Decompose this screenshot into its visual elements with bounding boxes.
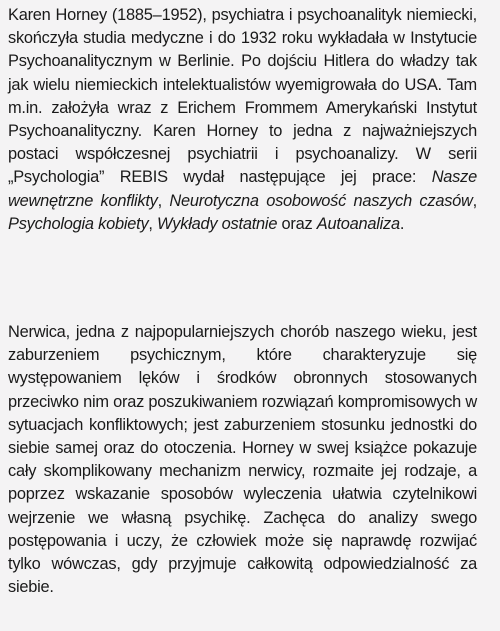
author-bio-text: Karen Horney (1885–1952), psychiatra i psychoanalityk niemiecki, skończyła studia medyczne i do 1932 roku wykładała w Instytucie Psychoanalitycznym w Berlinie. Po dojściu Hitlera do władzy tak jak wielu niemieckich intelektualistów wyemigrowała do USA. Tam m.in. założyła wraz z Erichem Frommem Amerykański Instytut Psychoanalityczny. Karen Horney to jedna z najważniejszych postaci współczesnej psychiatrii i psychoanalizy. W serii „Psychologia” REBIS wydał następujące jej prace: [8,5,477,187]
separator: oraz [277,213,317,233]
separator: , [157,190,170,210]
separator: , [472,190,477,210]
book-title: Autoanaliza [316,213,400,233]
book-title: Nasze wewnętrzne konflikty [8,167,477,210]
book-title: Wykłady ostatnie [157,213,278,233]
book-title: Neurotyczna osobowość naszych czasów [169,190,473,210]
terminal-period: . [399,213,405,233]
book-title: Psychologia kobiety [8,213,149,233]
author-bio-paragraph [8,3,477,235]
separator: , [148,213,158,233]
book-description-paragraph: Nerwica, jedna z najpopularniejszych chorób naszego wieku, jest zaburzeniem psychicznym, które charakteryzuje się występowaniem lęków i środków obronnych stosowanych przeciwko nim oraz poszukiwaniem rozwiązań kompromisowych w sytuacjach konfliktowych; jest zaburzeniem stosunku jednostki do siebie samej oraz do otoczenia. Horney w swej książce pokazuje cały skomplikowany mechanizm nerwicy, rozmaite jej rodzaje, a poprzez wskazanie sposobów wyleczenia ułatwia czytelnikowi wejrzenie we własną psychikę. Zachęca do analizy swego postępowania i uczy, że człowiek może się naprawdę rozwijać tylko wówczas, gdy przyjmuje całkowitą odpowiedzialność za siebie. [8,322,477,597]
